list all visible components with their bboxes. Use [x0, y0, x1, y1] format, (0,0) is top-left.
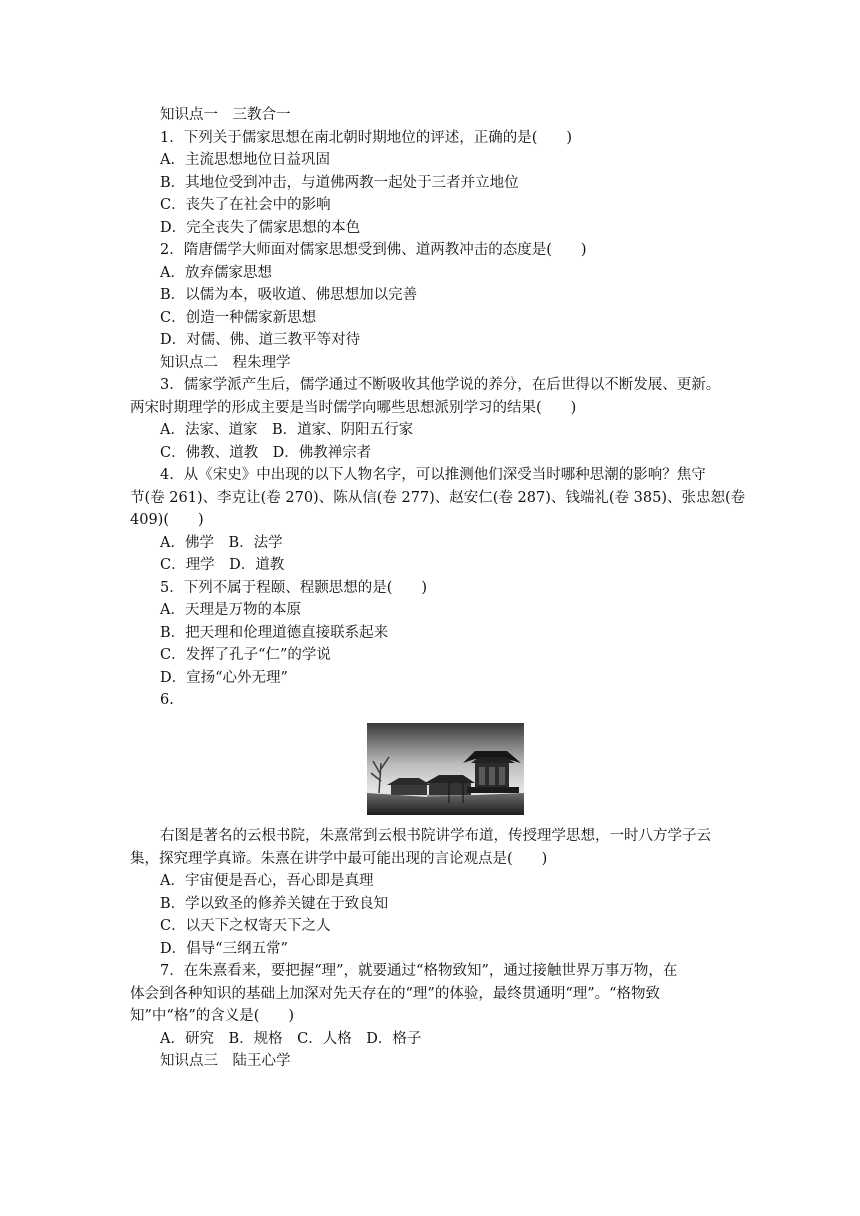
question-1-option-b: B．其地位受到冲击，与道佛两教一起处于三者并立地位 [160, 175, 519, 191]
question-7-options: A．研究 B．规格 C．人格 D．格子 [160, 1031, 422, 1047]
question-6-option-c: C．以天下之权寄天下之人 [160, 918, 331, 934]
question-4-stem-line-3: 409)( ) [130, 512, 204, 528]
question-6-option-d: D．倡导“三纲五常” [160, 941, 288, 957]
section-heading-3: 知识点三 陆王心学 [160, 1053, 291, 1069]
question-6-option-a: A．宇宙便是吾心，吾心即是真理 [160, 873, 374, 889]
question-4-options-cd: C．理学 D．道教 [160, 557, 285, 573]
question-2-option-c: C．创造一种儒家新思想 [160, 310, 317, 326]
question-5-option-b: B．把天理和伦理道德直接联系起来 [160, 625, 389, 641]
question-4-stem-line-2: 节(卷 261)、李克让(卷 270)、陈从信(卷 277)、赵安仁(卷 287)、钱端礼(卷 385)、张忠恕(卷 [130, 490, 746, 506]
academy-photo-drawing [367, 723, 524, 815]
question-2-stem: 2．隋唐儒学大师面对儒家思想受到佛、道两教冲击的态度是( ) [160, 242, 587, 258]
question-1-stem: 1．下列关于儒家思想在南北朝时期地位的评述，正确的是( ) [160, 130, 573, 146]
question-6-option-b: B．学以致圣的修养关键在于致良知 [160, 896, 389, 912]
question-3-stem-line-1: 3．儒家学派产生后，儒学通过不断吸收其他学说的养分，在后世得以不断发展、更新。 [160, 377, 721, 393]
question-3-stem-line-2: 两宋时期理学的形成主要是当时儒学向哪些思想派别学习的结果( ) [130, 400, 577, 416]
question-2-option-b: B．以儒为本，吸收道、佛思想加以完善 [160, 287, 418, 303]
question-1-option-d: D．完全丧失了儒家思想的本色 [160, 220, 361, 236]
question-7-stem-line-1: 7．在朱熹看来，要把握“理”，就要通过“格物致知”，通过接触世界万事万物，在 [160, 963, 678, 979]
question-5-option-d: D．宣扬“心外无理” [160, 670, 288, 686]
question-6-stem-line-2: 集，探究理学真谛。朱熹在讲学中最可能出现的言论观点是( ) [130, 851, 548, 867]
question-2-option-d: D．对儒、佛、道三教平等对待 [160, 332, 361, 348]
question-5-option-c: C．发挥了孔子“仁”的学说 [160, 647, 331, 663]
section-heading-2: 知识点二 程朱理学 [160, 355, 291, 371]
yungen-academy-photo [367, 723, 524, 815]
question-5-stem: 5．下列不属于程颐、程颢思想的是( ) [160, 580, 428, 596]
question-5-option-a: A．天理是万物的本原 [160, 602, 301, 618]
question-4-options-ab: A．佛学 B．法学 [160, 535, 283, 551]
question-6-number: 6. [160, 692, 174, 708]
question-7-stem-line-2: 体会到各种知识的基础上加深对先天存在的“理”的体验，最终贯通明“理”。“格物致 [130, 986, 661, 1002]
question-3-options-ab: A．法家、道家 B．道家、阴阳五行家 [160, 422, 414, 438]
question-2-option-a: A．放弃儒家思想 [160, 265, 272, 281]
question-1-option-a: A．主流思想地位日益巩固 [160, 152, 330, 168]
question-1-option-c: C．丧失了在社会中的影响 [160, 197, 331, 213]
question-3-options-cd: C．佛教、道教 D．佛教禅宗者 [160, 445, 372, 461]
question-7-stem-line-3: 知”中“格”的含义是( ) [130, 1008, 295, 1024]
question-6-stem-line-1: 右图是著名的云根书院，朱熹常到云根书院讲学布道，传授理学思想，一时八方学子云 [160, 828, 711, 844]
question-4-stem-line-1: 4．从《宋史》中出现的以下人物名字，可以推测他们深受当时哪种思潮的影响？焦守 [160, 467, 706, 483]
section-heading-1: 知识点一 三教合一 [160, 107, 291, 123]
